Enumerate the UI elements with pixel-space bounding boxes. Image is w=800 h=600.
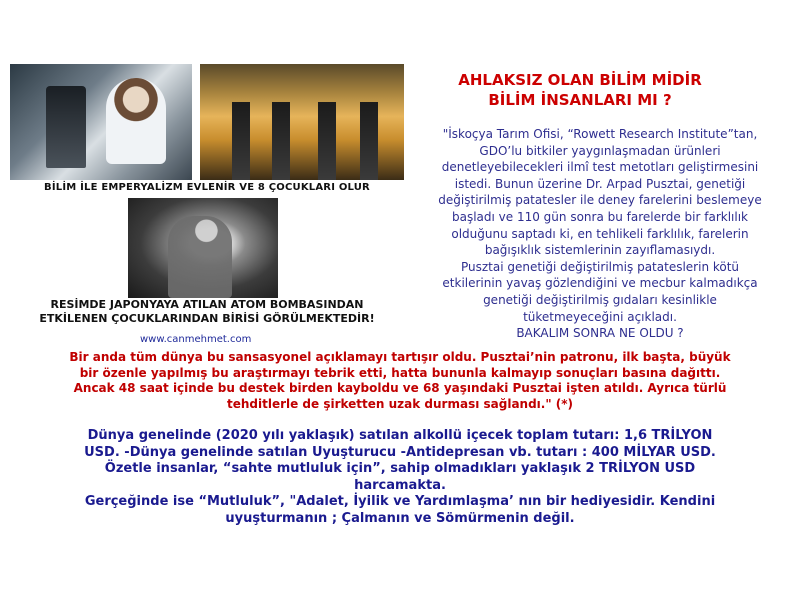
victim-figure [168, 216, 232, 298]
quote-line: istedi. Bunun üzerine Dr. Arpad Pusztai, genetiği [454, 176, 746, 191]
blue-line: Dünya genelinde (2020 yılı yaklaşık) satılan alkollü içecek toplam tutarı: 1,6 TRİLYON [87, 428, 713, 443]
red-line: Ancak 48 saat içinde bu destek birden kayboldu ve 68 yaşındaki Pusztai işten atıldı. Ayrıca türlü [73, 381, 727, 395]
red-paragraph [8, 350, 792, 412]
smokestack [232, 102, 250, 180]
caption-top: BİLİM İLE EMPERYALİZM EVLENİR VE 8 ÇOCUKLARI OLUR [44, 182, 370, 193]
quote-line: BAKALIM SONRA NE OLDU ? [516, 326, 684, 341]
image-collage [10, 64, 404, 330]
quote-block [404, 126, 796, 342]
caption-bottom-line: RESİMDE JAPONYAYA ATILAN ATOM BOMBASINDAN [50, 298, 364, 311]
quote-line: tüketmeyeceğini açıkladı. [523, 309, 677, 324]
smokestack [318, 102, 336, 180]
blue-line: USD. -Dünya genelinde satılan Uyuşturucu -Antidepresan vb. tutarı : 400 MİLYAR USD. [84, 444, 716, 460]
smokestack [272, 102, 290, 180]
blue-line: Gerçeğinde ise “Mutluluk”, "Adalet, İyilik ve Yardımlaşma’ nın bir hediyesidir. Kendini [84, 494, 716, 509]
quote-line: Pusztai genetiği değiştirilmiş patateslerin kötü [460, 259, 740, 274]
red-line: Bir anda tüm dünya bu sansasyonel açıklamayı tartışır oldu. Pusztai’nin patronu, ilk başta, büyük [69, 350, 731, 364]
caption-bottom-line: ETKİLENEN ÇOCUKLARINDAN BİRİSİ GÖRÜLMEKTEDİR! [39, 312, 375, 325]
quote-line: değiştirilmiş patatesler ile deney farelerini beslemeye [438, 193, 762, 208]
smokestack [360, 102, 378, 180]
quote-line: başladı ve 110 gün sonra bu farelerde bir farklılık [451, 209, 748, 224]
quote-line: denetleyebilecekleri ilmî test metotları geliştirmesini [441, 160, 759, 175]
red-line: tehditlerle de şirketten uzak durması sağlandı." (*) [226, 396, 574, 411]
headline [410, 70, 750, 110]
headline-line: BİLİM İNSANLARI MI ? [488, 91, 672, 109]
blue-line: harcamakta. [354, 477, 446, 493]
headline-line: AHLAKSIZ OLAN BİLİM MİDİR [458, 71, 702, 89]
quote-line: genetiği değiştirilmiş gıdaları kesinlikle [483, 292, 717, 307]
blue-paragraph [14, 428, 786, 527]
scientist-photo [10, 64, 192, 180]
blue-line: Özetle insanlar, “sahte mutluluk için”, sahip olmadıkları yaklaşık 2 TRİLYON USD [104, 461, 696, 476]
site-link[interactable]: www.canmehmet.com [140, 334, 252, 345]
quote-line: bağışıklık sistemlerinin zayıflamasıydı. [484, 243, 716, 258]
microscope-shape [46, 86, 86, 168]
quote-line: "İskoçya Tarım Ofisi, “Rowett Research Institute”tan, [442, 127, 758, 141]
caption-bottom [10, 298, 404, 326]
quote-line: GDO’lu bitkiler yaygınlaşmadan ürünleri [479, 143, 721, 158]
red-line: bir özenle yapılmış bu araştırmayı tebrik etti, hatta bununla kalmayıp sonuçları basına dağıttı. [79, 365, 721, 380]
scientist-figure [106, 78, 166, 164]
quote-line: olduğunu saptadı ki, en tehlikeli farklılık, farelerin [451, 226, 749, 241]
quote-line: etkilerinin yavaş gözlendiğini ve mecbur kalmadıkça [442, 276, 758, 291]
burn-victim-photo [128, 198, 278, 298]
blue-line: uyuşturmanın ; Çalmanın ve Sömürmenin değil. [225, 510, 575, 526]
smokestacks-photo [200, 64, 404, 180]
